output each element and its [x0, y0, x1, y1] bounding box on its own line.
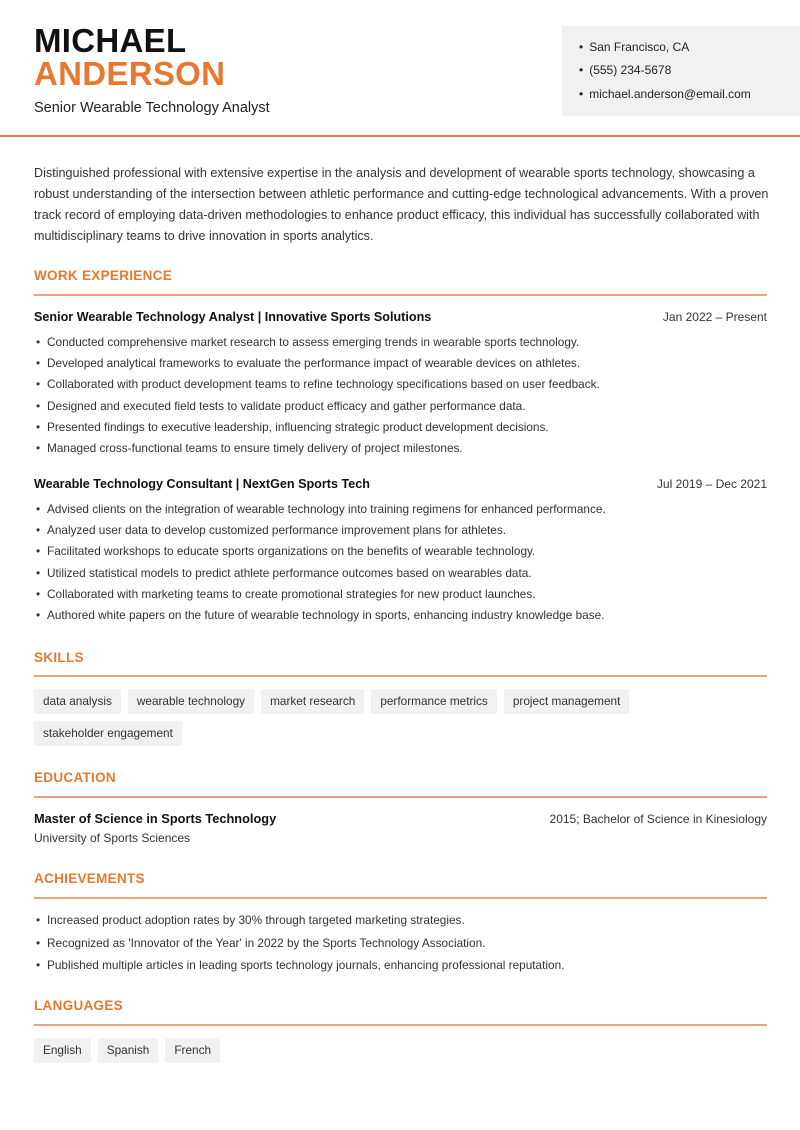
skill-tag: wearable technology [128, 689, 254, 714]
list-item: • Presented findings to executive leadership, influencing strategic product development decisions. [34, 417, 767, 438]
achievements-list [34, 909, 767, 977]
skill-tag: performance metrics [371, 689, 497, 714]
summary-paragraph: Distinguished professional with extensive expertise in the analysis and development of wearable sports technology, showcasing a robust understanding of the intersection between athletic performance and cutting-edge technological advancements. With a proven track record of employing data-driven methodologies to enhance product efficacy, this individual has successfully collaborated with multidisciplinary teams to drive innovation in sports analytics. [34, 166, 769, 243]
education-school: University of Sports Sciences [34, 831, 191, 845]
last-name: ANDERSON [34, 55, 226, 92]
list-item: • Managed cross-functional teams to ensure timely delivery of project milestones. [34, 438, 767, 459]
section-title-languages: LANGUAGES [34, 998, 123, 1013]
job-role: Wearable Technology Consultant | NextGen Sports Tech [34, 477, 370, 491]
list-item: • Increased product adoption rates by 30% through targeted marketing strategies. [34, 909, 767, 932]
section-divider [34, 1024, 767, 1026]
contact-email[interactable]: • michael.anderson@email.com [579, 87, 751, 101]
list-item: • Published multiple articles in leading sports technology journals, enhancing professional reputation. [34, 954, 767, 977]
section-title-work: WORK EXPERIENCE [34, 268, 173, 283]
job-header [34, 310, 767, 324]
section-divider [34, 675, 767, 677]
job-bullets [34, 332, 767, 459]
section-divider [34, 796, 767, 798]
list-item: • Collaborated with product development teams to refine technology specifications based on user feedback. [34, 374, 767, 395]
job-title: Senior Wearable Technology Analyst [34, 100, 270, 116]
education-degree: Master of Science in Sports Technology [34, 811, 277, 826]
language-tag: Spanish [98, 1038, 159, 1063]
section-divider [34, 897, 767, 899]
job-header [34, 477, 767, 491]
education-date: 2015; Bachelor of Science in Kinesiology [549, 812, 767, 826]
first-name: MICHAEL [34, 22, 187, 59]
list-item: • Conducted comprehensive market research to assess emerging trends in wearable sports technology. [34, 332, 767, 353]
contact-box [562, 26, 800, 116]
section-title-education: EDUCATION [34, 770, 116, 785]
contact-phone: • (555) 234-5678 [579, 63, 671, 77]
section-divider [34, 294, 767, 296]
list-item: • Designed and executed field tests to validate product efficacy and gather performance data. [34, 396, 767, 417]
job-dates: Jul 2019 – Dec 2021 [656, 477, 767, 491]
list-item: • Recognized as 'Innovator of the Year' in 2022 by the Sports Technology Association. [34, 932, 767, 955]
list-item: • Facilitated workshops to educate sports organizations on the benefits of wearable technology. [34, 541, 767, 562]
language-tag: French [165, 1038, 220, 1063]
list-item: • Collaborated with marketing teams to create promotional strategies for new product launches. [34, 584, 767, 605]
list-item: • Authored white papers on the future of wearable technology in sports, enhancing industry knowledge base. [34, 605, 767, 626]
languages-list [34, 1038, 767, 1070]
section-title-achievements: ACHIEVEMENTS [34, 871, 145, 886]
skill-tag: stakeholder engagement [34, 721, 182, 746]
contact-location: • San Francisco, CA [579, 40, 689, 54]
skill-tag: project management [504, 689, 630, 714]
job-bullets [34, 499, 767, 626]
resume-header [0, 0, 800, 137]
job-dates: Jan 2022 – Present [662, 310, 767, 324]
skill-tag: market research [261, 689, 364, 714]
job-role: Senior Wearable Technology Analyst | Innovative Sports Solutions [34, 310, 432, 324]
list-item: • Advised clients on the integration of wearable technology into training regimens for enhanced performance. [34, 499, 767, 520]
skills-list [34, 689, 767, 753]
list-item: • Analyzed user data to develop customized performance improvement plans for athletes. [34, 520, 767, 541]
list-item: • Utilized statistical models to predict athlete performance outcomes based on wearables data. [34, 563, 767, 584]
list-item: • Developed analytical frameworks to evaluate the performance impact of wearable devices on athletes. [34, 353, 767, 374]
skill-tag: data analysis [34, 689, 121, 714]
language-tag: English [34, 1038, 91, 1063]
section-title-skills: SKILLS [34, 650, 84, 665]
